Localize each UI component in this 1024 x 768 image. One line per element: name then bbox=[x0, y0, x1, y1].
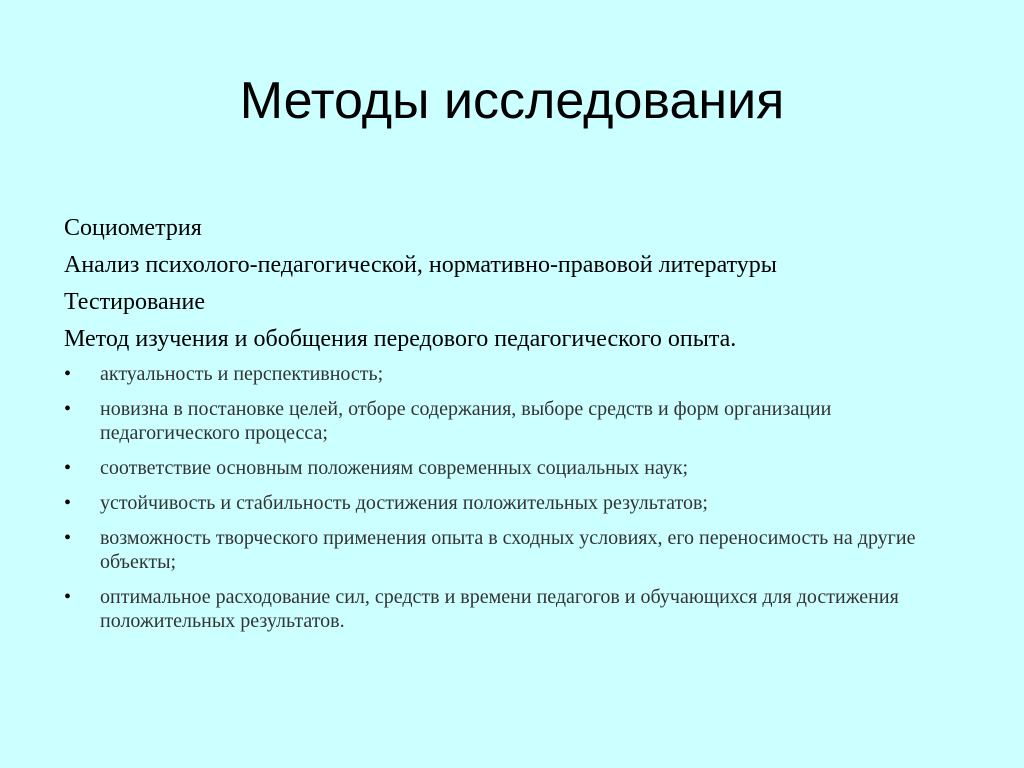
criteria-text: соответствие основным положениям современных социальных наук; bbox=[100, 457, 689, 479]
bullet-icon: • bbox=[64, 363, 72, 385]
bullet-icon: • bbox=[64, 457, 72, 479]
criteria-item bbox=[64, 456, 964, 480]
criteria-item bbox=[64, 585, 964, 633]
bullet-icon: • bbox=[64, 586, 72, 608]
slide-title: Методы исследования bbox=[239, 72, 785, 130]
criteria-item bbox=[64, 491, 964, 515]
method-item-testing: Тестирование bbox=[64, 289, 205, 315]
method-item-literature-analysis: Анализ психолого-педагогической, нормативно-правовой литературы bbox=[64, 252, 777, 278]
criteria-text: новизна в постановке целей, отборе содержания, выборе средств и форм организации педагогического процесса; bbox=[100, 398, 832, 444]
method-item-experience-study: Метод изучения и обобщения передового педагогического опыта. bbox=[64, 326, 737, 352]
criteria-item bbox=[64, 362, 964, 386]
criteria-item bbox=[64, 397, 964, 445]
criteria-list bbox=[64, 362, 964, 633]
criteria-text: оптимальное расходование сил, средств и времени педагогов и обучающихся для достижения положительных результатов. bbox=[100, 586, 899, 632]
criteria-text: устойчивость и стабильность достижения положительных результатов; bbox=[100, 492, 708, 514]
bullet-icon: • bbox=[64, 527, 72, 549]
criteria-item bbox=[64, 526, 964, 574]
criteria-text: возможность творческого применения опыта в сходных условиях, его переносимость на другие объекты; bbox=[100, 527, 916, 573]
bullet-icon: • bbox=[64, 398, 72, 420]
method-item-sociometry: Социометрия bbox=[64, 215, 202, 241]
bullet-icon: • bbox=[64, 492, 72, 514]
criteria-text: актуальность и перспективность; bbox=[100, 363, 384, 385]
slide-body bbox=[64, 214, 964, 644]
